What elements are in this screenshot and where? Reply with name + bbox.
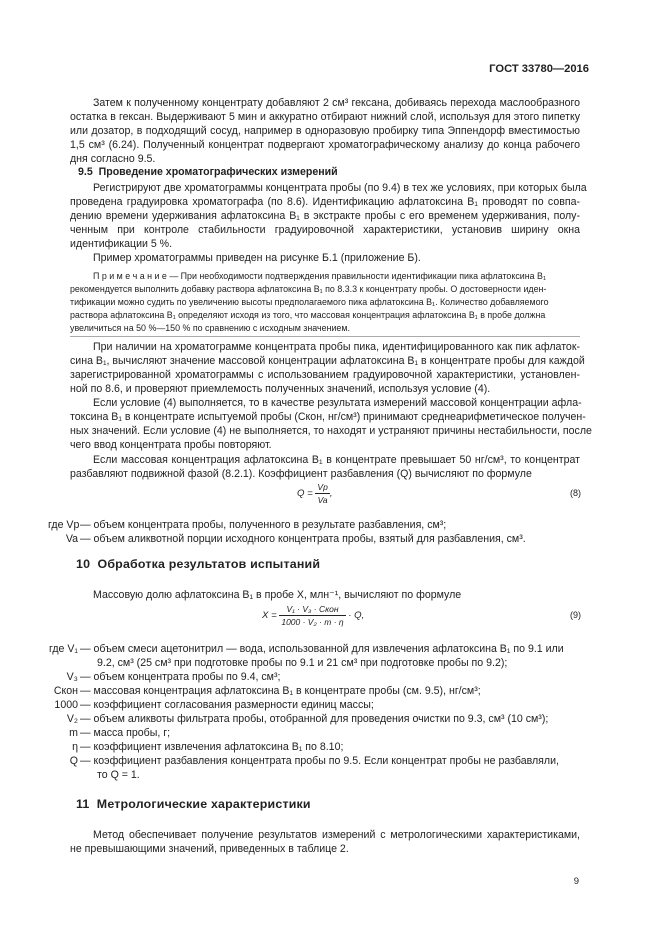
section-heading-9-5 xyxy=(78,166,338,178)
section-number: 11 xyxy=(76,797,90,811)
legend-text: — объем концентрата пробы, полученного в результате разбавления, см³; xyxy=(80,519,447,531)
text-line: проведена градуировка хроматографа (по 8.6). Идентификацию афлатоксина B₁ проводят по совпа- xyxy=(70,196,580,208)
legend-text: 9.2, см³ (25 см³ при подготовке пробы по 9.1 и 21 см³ при подготовке пробы по 9.2); xyxy=(97,657,508,669)
section-9-5-para2: Пример хроматограммы приведен на рисунке Б.1 (приложение Б). xyxy=(93,252,421,264)
document-code-header: ГОСТ 33780—2016 xyxy=(489,63,589,75)
formula-9 xyxy=(262,604,364,627)
formula-lhs: X = xyxy=(262,610,277,622)
text-line: идентификации 5 %. xyxy=(70,238,173,250)
equation-number-9: (9) xyxy=(570,610,581,620)
section-title: Проведение хроматографических измерений xyxy=(98,166,338,178)
text-line: ченным при контроле стабильности градуировочной характеристики, установив ширину окна xyxy=(70,224,580,236)
section-number: 10 xyxy=(76,557,91,571)
legend-symbol: V₃ xyxy=(66,671,78,683)
text-line: Метод обеспечивает получение результатов измерений с метрологическими характеристиками, xyxy=(93,829,580,841)
legend-symbol: Va xyxy=(65,533,78,545)
formula-denominator: 1000 · V₂ · m · η xyxy=(281,617,344,627)
legend-symbol: Q xyxy=(69,755,78,767)
text-line: Регистрируют две хроматограммы концентрата пробы (по 9.4) в тех же условиях, при которых была xyxy=(93,182,587,194)
legend-text: — массовая концентрация афлатоксина B₁ в концентрате пробы (см. 9.5), нг/см³; xyxy=(80,685,481,697)
note-divider xyxy=(70,336,580,337)
legend-symbol: 1000 xyxy=(54,699,78,711)
text-line: сина B₁, вычисляют значение массовой концентрации афлатоксина B₁ в концентрате пробы для каждой xyxy=(70,355,585,367)
text-line: 1,5 см³ (6.24). Полученный концентрат подвергают хроматографическому анализу до конца рабочего xyxy=(70,139,580,151)
formula-numerator: Vp xyxy=(317,482,328,492)
note-line: увеличиться на 50 %—150 % по сравнению с исходным значением. xyxy=(70,323,350,333)
text-line: При наличии на хроматограмме концентрата пробы пика, идентифицированного как пик афлаток- xyxy=(93,341,580,353)
legend-text: — объем концентрата пробы по 9.4, см³; xyxy=(80,671,281,683)
legend-symbol: Cкон xyxy=(53,685,78,697)
legend-text: — коэффициент извлечения афлатоксина B₁ по 8.10; xyxy=(80,741,344,753)
legend-text: — объем аликвоты фильтрата пробы, отобранной для проведения очистки по 9.3, см³ (10 см³); xyxy=(80,713,549,725)
legend-text: — коэффициент согласования размерности единиц массы; xyxy=(80,699,374,711)
text-line: Затем к полученному концентрату добавляют 2 см³ гексана, добиваясь перехода маслообразного xyxy=(93,97,580,109)
equation-number-8: (8) xyxy=(570,488,581,498)
note-label: П р и м е ч а н и е xyxy=(93,271,167,281)
formula-numerator: V₁ · V₃ · Cкон xyxy=(279,604,345,616)
text-line: Если массовая концентрация афлатоксина B₁ в концентрате превышает 50 нг/см³, то концентрат xyxy=(93,454,580,466)
text-line: дня согласно 9.5. xyxy=(70,153,156,165)
legend-symbol: η xyxy=(72,741,78,753)
formula-fraction xyxy=(315,482,329,505)
text-line: остатка в гексан. Выдерживают 5 мин и аккуратно отбирают нижний слой, используя для этого пипетку xyxy=(70,111,580,123)
text-line: токсина B₁ в концентрате испытуемой пробы (Cкон, нг/см³) принимают среднеарифметическое получен- xyxy=(70,411,586,423)
note-line: раствора афлатоксина B₁ определяют исходя из того, что массовая концентрация афлатоксина B₁ в пробе должна xyxy=(70,310,546,320)
text-line: зарегистрированной хроматограммы с использованием градуировочной характеристики, установлен- xyxy=(70,369,580,381)
formula-tail: , xyxy=(329,488,333,500)
legend-text: — объем аликвотной порции исходного концентрата пробы, взятый для разбавления, см³. xyxy=(80,533,526,545)
note-line: рекомендуется выполнить добавку раствора афлатоксина B₁ по 8.3.3 к концентрату пробы. О достоверности иден- xyxy=(70,284,547,294)
section-title: Метрологические характеристики xyxy=(96,797,311,811)
formula-denominator: Va xyxy=(317,495,328,505)
legend-text: то Q = 1. xyxy=(97,769,140,781)
text-line: разбавляют подвижной фазой (8.2.1). Коэффициент разбавления (Q) вычисляют по формуле xyxy=(70,468,532,480)
section-heading-10 xyxy=(76,557,320,571)
text-line: ной по 8.6, и проверяют приемлемость полученных значений, используя условие (4). xyxy=(70,383,491,395)
legend-symbol: где V₁ xyxy=(48,643,78,655)
section-number: 9.5 xyxy=(78,166,93,178)
formula-tail: · Q, xyxy=(348,610,365,622)
legend-symbol: m xyxy=(69,727,78,739)
text-line: или дозатор, в подходящий сосуд, например в одноразовую пробирку типа Эппендорф вместимостью xyxy=(70,125,580,137)
text-line: ных значений. Если условие (4) не выполняется, то находят и устраняют причины нестабильности, после xyxy=(70,425,592,437)
legend-symbol: где Vp xyxy=(48,519,80,531)
legend-text: — масса пробы, г; xyxy=(80,727,171,739)
text-line: чего ввод концентрата пробы повторяют. xyxy=(70,439,272,451)
note-text: — При необходимости подтверждения правильности идентификации пика афлатоксина B₁ xyxy=(166,271,546,281)
note-line: тификации можно судить по увеличению высоты предполагаемого пика афлатоксина B₁. Количество добавляемого xyxy=(70,297,549,307)
page-number: 9 xyxy=(573,876,579,887)
text-line: дению времени удерживания афлатоксина B₁ в экстракте пробы с его временем удерживания, полу- xyxy=(70,210,580,222)
formula-lhs: Q = xyxy=(297,488,313,500)
text-line: Если условие (4) выполняется, то в качестве результата измерений массовой концентрации афла- xyxy=(93,397,582,409)
formula-8 xyxy=(297,482,332,505)
formula-fraction xyxy=(279,604,345,627)
legend-symbol: V₂ xyxy=(66,713,78,725)
note-line xyxy=(93,270,546,282)
section-title: Обработка результатов испытаний xyxy=(97,557,321,571)
legend-text: — коэффициент разбавления концентрата пробы по 9.5. Если концентрат пробы не разбавляли, xyxy=(80,755,559,767)
section-10-intro: Массовую долю афлатоксина B₁ в пробе X, млн⁻¹, вычисляют по формуле xyxy=(93,589,462,601)
section-heading-11 xyxy=(76,797,311,811)
text-line: не превышающими значений, приведенных в таблице 2. xyxy=(70,843,349,855)
legend-text: — объем смеси ацетонитрил — вода, использованной для извлечения афлатоксина B₁ по 9.1 или xyxy=(80,643,564,655)
